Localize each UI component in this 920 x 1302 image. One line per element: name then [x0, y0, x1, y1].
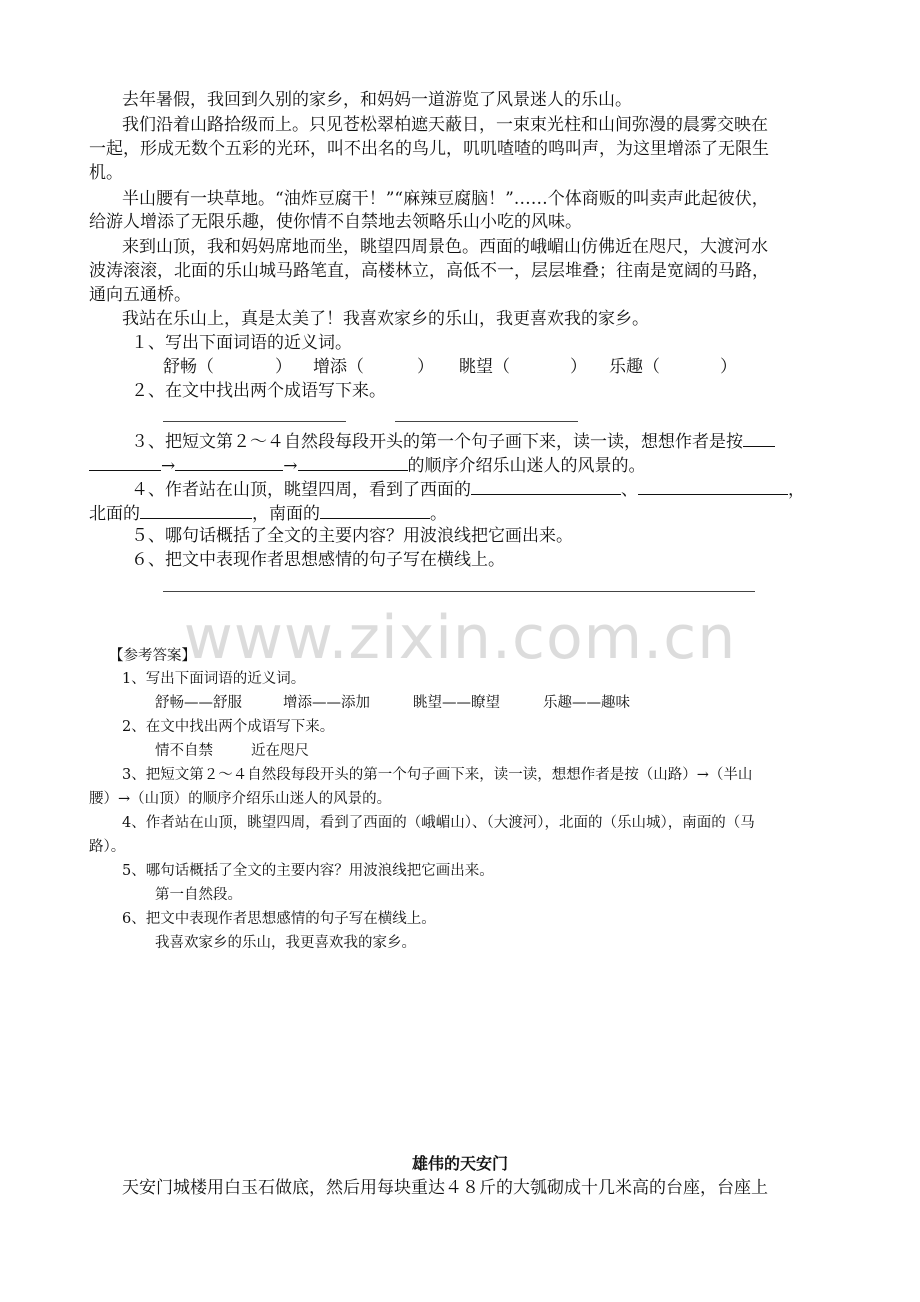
question-4-text: ４、作者站在山顶，眺望四周，看到了西面的	[131, 480, 471, 500]
answer-blank	[471, 476, 621, 495]
answer-blank	[140, 500, 252, 519]
passage-paragraph-3-line-2: 给游人增添了无限乐趣，使你情不自禁地去领略乐山小吃的风味。	[89, 212, 582, 232]
answer-6-text: 我喜欢家乡的乐山，我更喜欢我的家乡。	[155, 935, 416, 951]
question-4-line-2	[89, 500, 447, 526]
answer-line	[163, 591, 755, 592]
question-3-end: 的顺序介绍乐山迷人的风景的。	[407, 456, 646, 476]
question-2: ２、在文中找出两个成语写下来。	[131, 381, 386, 401]
passage-paragraph-4-line-1: 来到山顶，我和妈妈席地而坐，眺望四周景色。西面的峨嵋山仿佛近在咫尺，大渡河水	[122, 237, 768, 257]
answers-heading: 【参考答案】	[109, 648, 196, 664]
passage-paragraph-4-line-2: 波涛滚滚，北面的乐山城马路笔直，高楼林立，高低不一，层层堆叠；往南是宽阔的马路，	[89, 261, 769, 281]
passage-paragraph-2-line-1: 我们沿着山路拾级而上。只见苍松翠柏遮天蔽日，一束束光柱和山间弥漫的晨雾交映在	[122, 115, 768, 135]
period: 。	[430, 504, 447, 524]
passage-paragraph-1: 去年暑假，我回到久别的家乡，和妈妈一道游览了风景迷人的乐山。	[122, 90, 632, 110]
answer-1-pair-1: 舒畅——舒服	[155, 695, 242, 711]
answer-blank	[163, 409, 346, 422]
question-1-word-3-close: ）	[570, 357, 587, 377]
question-1-word-3: 眺望（	[459, 357, 510, 377]
answer-1-pair-2: 增添——添加	[283, 695, 370, 711]
answer-blank	[175, 452, 283, 471]
answer-blank	[89, 452, 161, 471]
answer-1: 1、写出下面词语的近义词。	[122, 671, 306, 687]
question-1-word-4: 乐趣（	[609, 357, 660, 377]
answer-3-line-1: 3、把短文第２～４自然段每段开头的第一个句子画下来，读一读，想想作者是按（山路）→（半山	[122, 767, 753, 783]
question-1-word-1: 舒畅（	[163, 357, 214, 377]
answer-3-line-2: 腰）→（山顶）的顺序介绍乐山迷人的风景的。	[89, 791, 392, 807]
answer-blank	[638, 476, 788, 495]
passage-paragraph-2-line-2: 一起，形成无数个五彩的光环，叫不出名的鸟儿，叽叽喳喳的鸣叫声，为这里增添了无限生	[89, 139, 769, 159]
answer-1-pair-3: 眺望——瞭望	[413, 695, 500, 711]
answer-blank	[395, 409, 578, 422]
question-1-word-2: 增添（	[313, 357, 364, 377]
passage-paragraph-2-line-3: 机。	[89, 163, 123, 183]
answer-2: 2、在文中找出两个成语写下来。	[122, 719, 335, 735]
passage-paragraph-5: 我站在乐山上，真是太美了！我喜欢家乡的乐山，我更喜欢我的家乡。	[122, 309, 649, 329]
arrow-icon: →	[283, 456, 298, 476]
answer-2-idiom-1: 情不自禁	[155, 743, 213, 759]
answer-blank	[320, 500, 430, 519]
answer-4-line-2: 路）。	[89, 839, 126, 855]
question-4-line-1	[131, 476, 805, 502]
separator: 、	[621, 480, 638, 500]
passage-paragraph-3-line-1: 半山腰有一块草地。“油炸豆腐干！”“麻辣豆腐脑！”……个体商贩的叫卖声此起彼伏，	[122, 189, 769, 209]
answer-4-line-1: 4、作者站在山顶，眺望四周，看到了西面的（峨嵋山）、（大渡河），北面的（乐山城），南面的（马	[122, 815, 755, 831]
answer-blank	[298, 452, 408, 471]
watermark: www.zixin.com.cn	[183, 603, 737, 673]
question-1-word-4-close: ）	[720, 357, 737, 377]
answer-5-text: 第一自然段。	[155, 887, 242, 903]
question-6: ６、把文中表现作者思想感情的句子写在横线上。	[131, 550, 505, 570]
next-passage-line-1: 天安门城楼用白玉石做底，然后用每块重达４８斤的大瓠砌成十几米高的台座，台座上	[122, 1178, 768, 1198]
question-3-line-2	[89, 452, 646, 478]
question-1-word-2-close: ）	[417, 357, 434, 377]
question-4-north: 北面的	[89, 504, 140, 524]
question-3-text: ３、把短文第２～４自然段每段开头的第一个句子画下来，读一读，想想作者是按	[131, 432, 743, 452]
question-2-blanks	[163, 403, 578, 427]
answer-5: 5、哪句话概括了全文的主要内容？用波浪线把它画出来。	[122, 863, 494, 879]
question-1: １、写出下面词语的近义词。	[131, 333, 352, 353]
arrow-icon: →	[161, 456, 176, 476]
question-5: ５、哪句话概括了全文的主要内容？用波浪线把它画出来。	[131, 526, 573, 546]
question-3-line-1	[131, 428, 775, 454]
question-1-word-1-close: ）	[275, 357, 292, 377]
separator: ，	[788, 480, 805, 500]
answer-blank	[743, 428, 775, 447]
answer-1-pair-4: 乐趣——趣味	[543, 695, 630, 711]
question-4-south: ，南面的	[252, 504, 320, 524]
passage-paragraph-4-line-3: 通向五通桥。	[89, 285, 191, 305]
answer-2-idiom-2: 近在咫尺	[251, 743, 309, 759]
answer-6: 6、把文中表现作者思想感情的句子写在横线上。	[122, 911, 436, 927]
next-passage-title: 雄伟的天安门	[411, 1154, 508, 1173]
